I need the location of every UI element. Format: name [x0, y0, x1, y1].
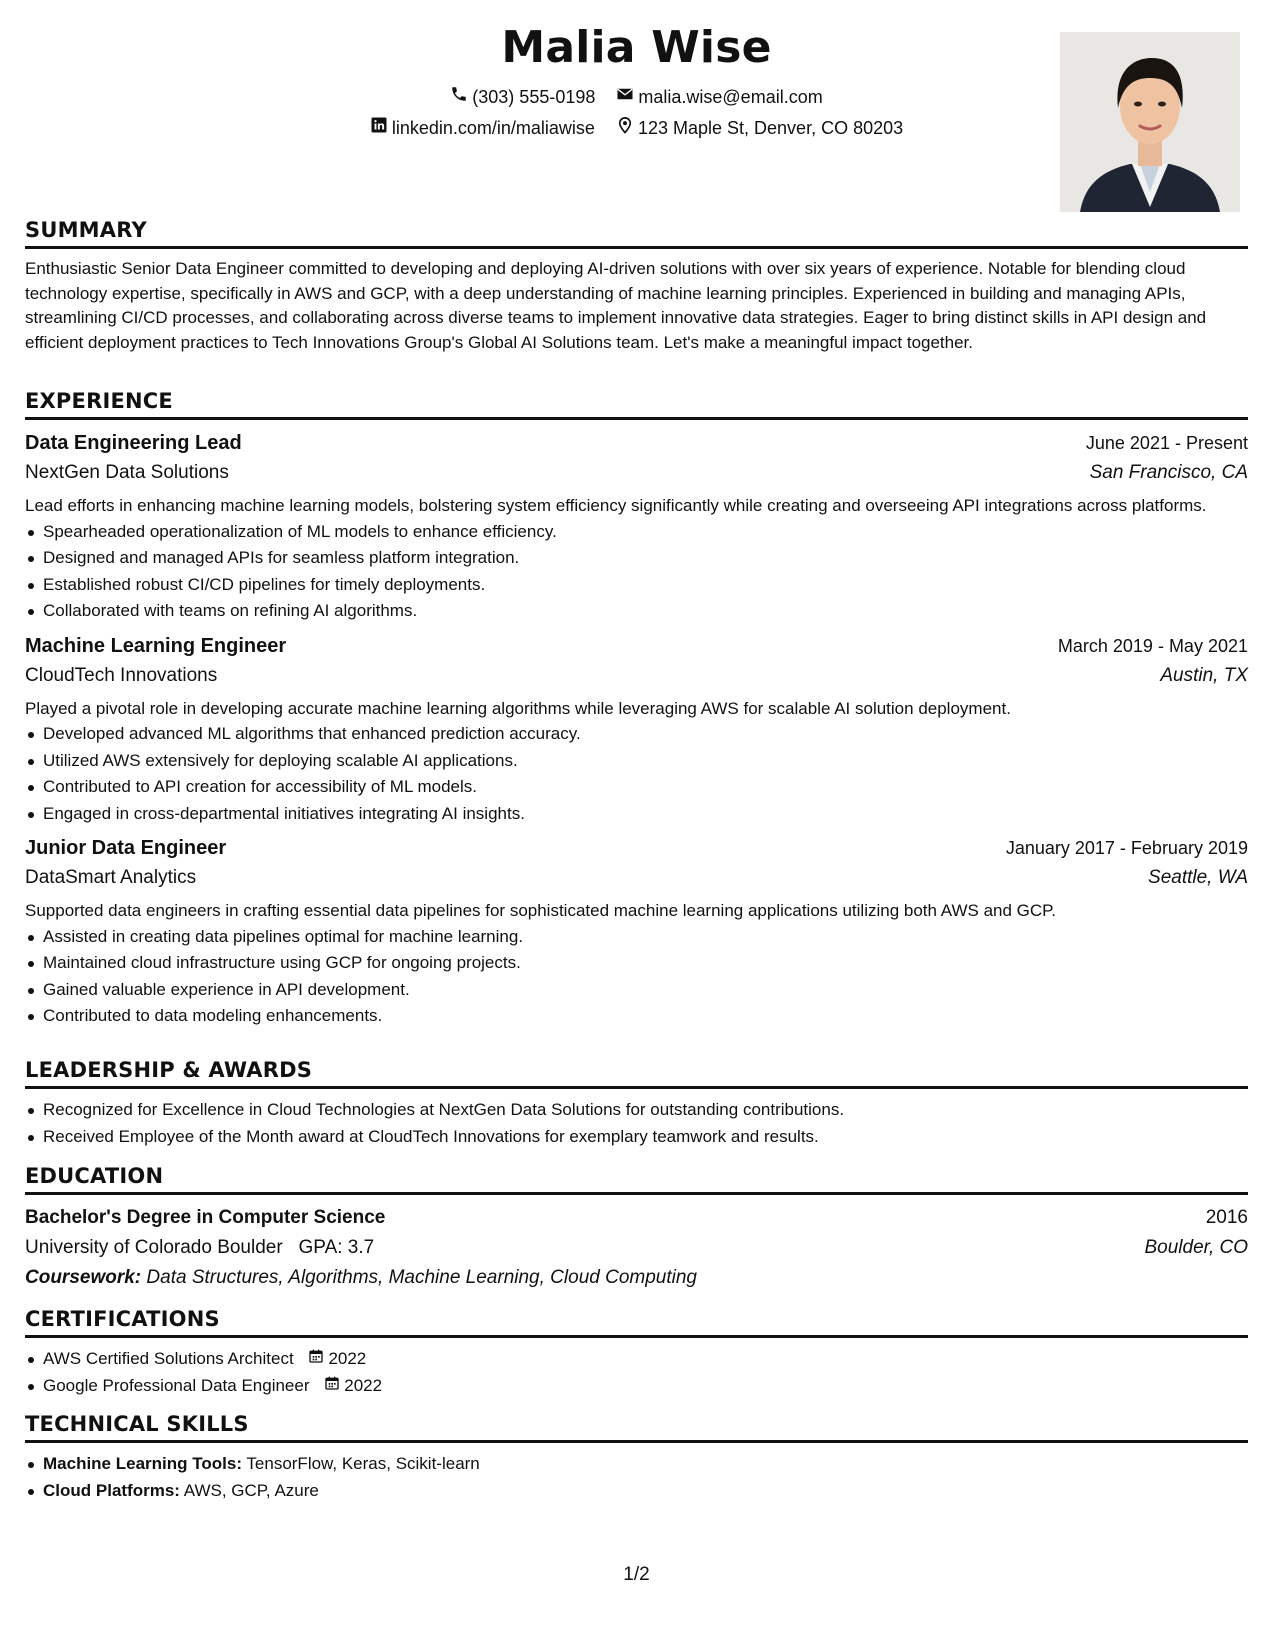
envelope-icon — [616, 84, 634, 110]
job-entry — [25, 833, 1248, 1030]
list-item: Established robust CI/CD pipelines for timely deployments. — [43, 572, 1248, 599]
job-description: Lead efforts in enhancing machine learning models, bolstering system efficiency significantly while creating and overseeing API integrations across platforms. — [25, 496, 1207, 515]
section-title-summary: SUMMARY — [25, 216, 1248, 249]
list-item: Collaborated with teams on refining AI algorithms. — [43, 598, 1248, 625]
list-item: Spearheaded operationalization of ML models to enhance efficiency. — [43, 519, 1248, 546]
skills-section — [25, 1410, 1248, 1504]
job-title: Machine Learning Engineer — [25, 634, 287, 657]
phone-text: (303) 555-0198 — [472, 87, 596, 107]
job-entry — [25, 428, 1248, 625]
linkedin-icon — [370, 115, 388, 141]
resume-header — [25, 22, 1248, 212]
skill-value: TensorFlow, Keras, Scikit-learn — [246, 1454, 480, 1473]
coursework-list: Data Structures, Algorithms, Machine Learning, Cloud Computing — [146, 1267, 697, 1288]
school-name: University of Colorado Boulder — [25, 1237, 283, 1258]
school-location: Boulder, CO — [1144, 1237, 1248, 1258]
coursework — [25, 1263, 1248, 1293]
job-title: Data Engineering Lead — [25, 432, 242, 454]
certifications-section — [25, 1305, 1248, 1399]
job-bullets — [25, 519, 1248, 625]
skills-list — [25, 1451, 1248, 1504]
job-bullets — [25, 721, 1248, 827]
certification-year: 2022 — [344, 1375, 383, 1395]
job-bullets — [25, 924, 1248, 1030]
list-item: Assisted in creating data pipelines optimal for machine learning. — [43, 924, 1248, 951]
job-title: Junior Data Engineer — [25, 837, 227, 859]
linkedin-text: linkedin.com/in/maliawise — [391, 118, 595, 138]
skill-label: Machine Learning Tools: — [43, 1454, 242, 1473]
section-title-skills: TECHNICAL SKILLS — [25, 1410, 1248, 1443]
summary-section — [25, 216, 1248, 355]
section-title-experience: EXPERIENCE — [25, 387, 1248, 420]
list-item: Engaged in cross-departmental initiatives integrating AI insights. — [43, 801, 1248, 828]
job-company: CloudTech Innovations — [25, 664, 218, 686]
awards-section — [25, 1056, 1248, 1150]
awards-list — [25, 1097, 1248, 1150]
skill-label: Cloud Platforms: — [43, 1480, 180, 1500]
address-text: 123 Maple St, Denver, CO 80203 — [637, 118, 904, 138]
candidate-name: Malia Wise — [501, 22, 772, 73]
gpa: GPA: 3.7 — [298, 1237, 375, 1258]
list-item: Contributed to data modeling enhancements. — [43, 1003, 1248, 1030]
page-number: 1/2 — [623, 1564, 650, 1585]
list-item — [43, 1346, 1248, 1373]
phone-icon — [450, 84, 468, 110]
certifications-list — [25, 1346, 1248, 1399]
job-location: Seattle, WA — [1148, 867, 1248, 888]
job-company: DataSmart Analytics — [25, 867, 197, 888]
job-location: Austin, TX — [1160, 664, 1248, 686]
calendar-icon — [308, 1346, 324, 1373]
list-item: Developed advanced ML algorithms that enhanced prediction accuracy. — [43, 721, 1248, 748]
list-item: Maintained cloud infrastructure using GCP for ongoing projects. — [43, 950, 1248, 977]
job-description: Supported data engineers in crafting essential data pipelines for sophisticated machine learning applications utilizing both AWS and GCP. — [25, 901, 1057, 920]
calendar-icon — [324, 1373, 340, 1400]
list-item: Contributed to API creation for accessibility of ML models. — [43, 774, 1248, 801]
list-item — [43, 1373, 1248, 1400]
job-company: NextGen Data Solutions — [25, 462, 229, 483]
job-dates: June 2021 - Present — [1085, 433, 1248, 453]
profile-photo — [1060, 32, 1240, 212]
skill-value: AWS, GCP, Azure — [183, 1480, 319, 1500]
job-location: San Francisco, CA — [1089, 462, 1248, 483]
section-title-certifications: CERTIFICATIONS — [25, 1305, 1248, 1338]
list-item: Gained valuable experience in API development. — [43, 977, 1248, 1004]
list-item — [43, 1451, 1248, 1478]
job-description: Played a pivotal role in developing accurate machine learning algorithms while leveraging AWS for scalable AI solution deployment. — [25, 698, 1011, 718]
certification-name: AWS Certified Solutions Architect — [43, 1349, 294, 1368]
linkedin-contact[interactable] — [370, 115, 595, 141]
education-section — [25, 1162, 1248, 1293]
email-contact[interactable] — [616, 84, 822, 110]
job-dates: March 2019 - May 2021 — [1057, 635, 1248, 656]
section-title-education: EDUCATION — [25, 1162, 1248, 1195]
certification-year-group — [324, 1373, 382, 1400]
list-item: Recognized for Excellence in Cloud Technologies at NextGen Data Solutions for outstanding contributions. — [43, 1097, 1248, 1124]
certification-year: 2022 — [328, 1349, 367, 1368]
coursework-label: Coursework: — [25, 1267, 142, 1288]
certification-name: Google Professional Data Engineer — [43, 1375, 310, 1395]
graduation-year: 2016 — [1205, 1207, 1248, 1228]
list-item: Utilized AWS extensively for deploying scalable AI applications. — [43, 748, 1248, 775]
job-entry — [25, 631, 1248, 828]
degree-title: Bachelor's Degree in Computer Science — [25, 1207, 386, 1228]
address-contact — [616, 115, 903, 141]
experience-section — [25, 387, 1248, 1030]
certification-year-group — [308, 1346, 366, 1373]
section-title-awards: LEADERSHIP & AWARDS — [25, 1056, 1248, 1089]
job-dates: January 2017 - February 2019 — [1005, 838, 1248, 858]
map-pin-icon — [616, 115, 634, 141]
list-item: Designed and managed APIs for seamless platform integration. — [43, 545, 1248, 572]
school-name-gpa — [25, 1233, 374, 1263]
list-item — [43, 1478, 1248, 1505]
resume-page — [25, 0, 1248, 1650]
summary-text: Enthusiastic Senior Data Engineer committed to developing and deploying AI-driven solutions with over six years of experience. Notable for blending cloud technology expertise, specifically in AWS and GCP, with a deep understanding of machine learning principles. Experienced in building and managing APIs, streamlining CI/CD processes, and collaborating across diverse teams to implement innovative data strategies. Eager to bring distinct skills in API design and efficient deployment practices to Tech Innovations Group's Global AI Solutions team. Let's make a meaningful impact together. — [25, 259, 1207, 352]
list-item: Received Employee of the Month award at CloudTech Innovations for exemplary teamwork and results. — [43, 1124, 1248, 1151]
phone-contact — [450, 84, 595, 110]
email-text: malia.wise@email.com — [638, 87, 823, 107]
